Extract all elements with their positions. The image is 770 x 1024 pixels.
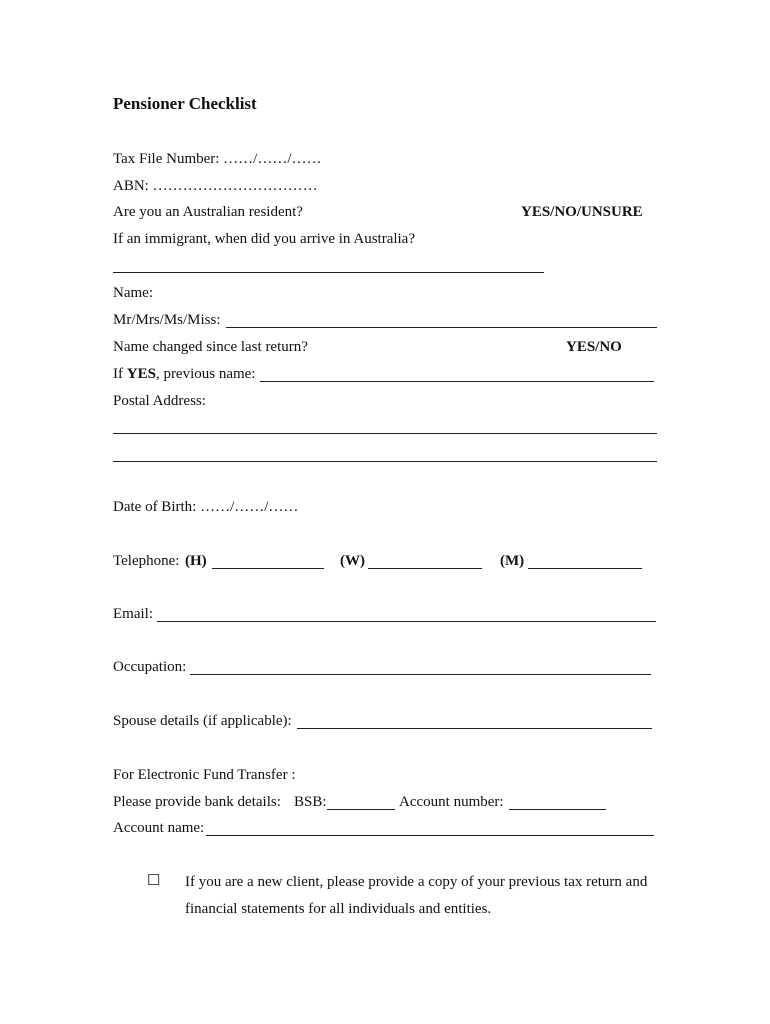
telephone-home-label: (H): [185, 553, 207, 569]
date-of-birth-field: Date of Birth: ……/……/……: [113, 499, 299, 515]
new-client-note-line-1: If you are a new client, please provide a copy of your previous tax return and: [185, 874, 648, 890]
postal-address-line-1: [113, 433, 657, 434]
name-changed-options: YES/NO: [566, 339, 622, 355]
eft-heading: For Electronic Fund Transfer :: [113, 767, 296, 783]
postal-address-line-2: [113, 461, 657, 462]
email-answer-line: [157, 621, 656, 622]
arrival-answer-line: [113, 272, 544, 273]
tax-file-number-field: Tax File Number: ……/……/……: [113, 151, 322, 167]
bsb-answer-line: [327, 809, 395, 810]
telephone-label: Telephone:: [113, 553, 180, 569]
email-label: Email:: [113, 606, 153, 622]
telephone-mobile-line: [528, 568, 642, 569]
spouse-details-answer-line: [297, 728, 652, 729]
postal-address-label: Postal Address:: [113, 393, 206, 409]
bank-details-label: Please provide bank details:: [113, 794, 281, 810]
name-label: Name:: [113, 285, 153, 301]
previous-name-label: [113, 365, 256, 383]
telephone-mobile-label: (M): [500, 553, 525, 569]
account-name-label: Account name:: [113, 820, 205, 836]
new-client-note-line-2: financial statements for all individuals and entities.: [185, 901, 492, 917]
account-number-label: Account number:: [399, 794, 504, 810]
page-title: Pensioner Checklist: [113, 94, 257, 113]
bsb-label: BSB:: [294, 794, 327, 810]
account-name-answer-line: [206, 835, 654, 836]
telephone-home-line: [212, 568, 324, 569]
previous-name-suffix: , previous name:: [155, 366, 256, 382]
checkbox-icon[interactable]: ☐: [147, 873, 161, 889]
previous-name-prefix: If: [113, 366, 123, 382]
account-number-answer-line: [509, 809, 606, 810]
previous-name-yes: YES: [126, 366, 156, 382]
name-changed-question: Name changed since last return?: [113, 339, 308, 355]
previous-name-answer-line: [260, 381, 654, 382]
honorific-label: Mr/Mrs/Ms/Miss:: [113, 312, 221, 328]
occupation-answer-line: [190, 674, 651, 675]
resident-question: Are you an Australian resident?: [113, 204, 303, 220]
telephone-work-label: (W): [340, 553, 365, 569]
honorific-answer-line: [226, 327, 657, 328]
occupation-label: Occupation:: [113, 659, 187, 675]
resident-options: YES/NO/UNSURE: [521, 204, 643, 220]
telephone-work-line: [368, 568, 482, 569]
immigrant-question: If an immigrant, when did you arrive in Australia?: [113, 231, 415, 247]
abn-field: ABN: ……………………………: [113, 178, 318, 194]
spouse-details-label: Spouse details (if applicable):: [113, 713, 292, 729]
